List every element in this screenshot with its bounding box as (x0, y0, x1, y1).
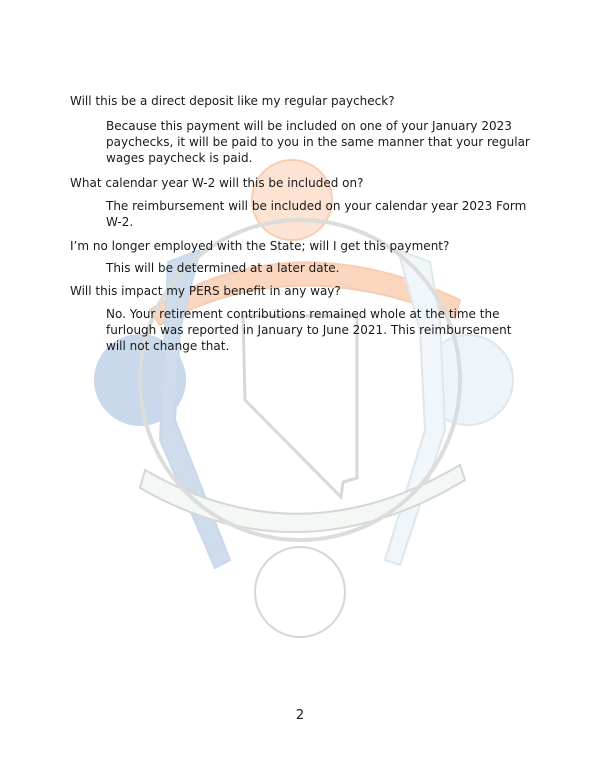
faq-question: Will this be a direct deposit like my regular paycheck? (70, 94, 395, 108)
faq-answer-line: The reimbursement will be included on your calendar year 2023 Form (106, 199, 527, 213)
faq-question: I’m no longer employed with the State; will I get this payment? (70, 239, 450, 253)
faq-answer-line: W-2. (106, 215, 134, 229)
faq-answer-line: will not change that. (106, 339, 230, 353)
faq-question: What calendar year W-2 will this be included on? (70, 176, 364, 190)
faq-answer-line: furlough was reported in January to June 2021. This reimbursement (106, 323, 512, 337)
faq-answer-line: This will be determined at a later date. (106, 261, 340, 275)
faq-answer-line: Because this payment will be included on one of your January 2023 (106, 119, 512, 133)
faq-answer-line: paychecks, it will be paid to you in the same manner that your regular (106, 135, 530, 149)
faq-answer-line: wages paycheck is paid. (106, 151, 253, 165)
page-number: 2 (295, 708, 305, 723)
faq-question: Will this impact my PERS benefit in any way? (70, 284, 341, 298)
faq-answer-line: No. Your retirement contributions remained whole at the time the (106, 307, 500, 321)
